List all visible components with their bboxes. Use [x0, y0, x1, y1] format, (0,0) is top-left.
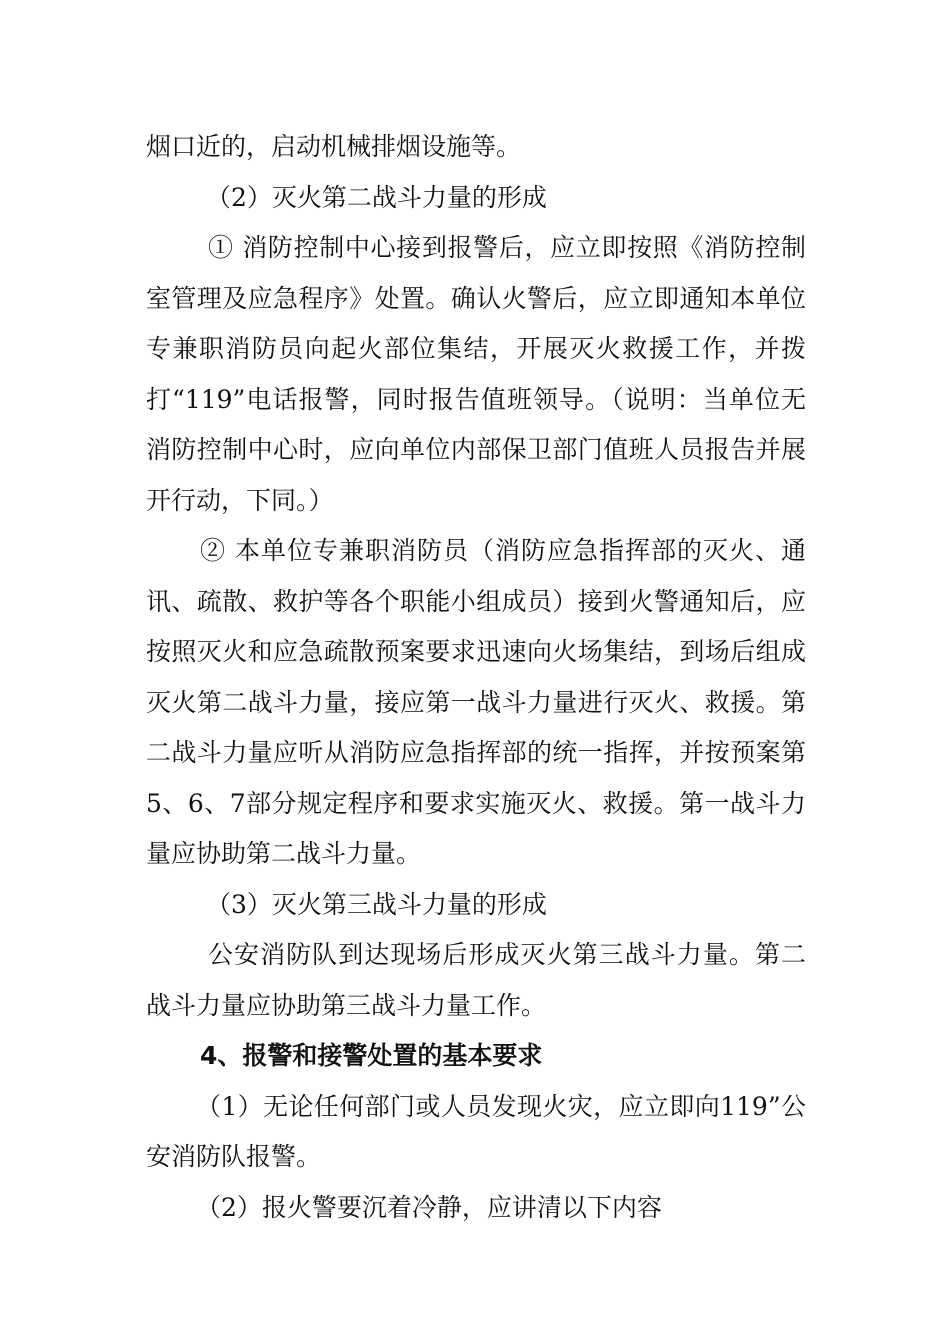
subheading-third-force: （3）灭火第三战斗力量的形成: [206, 889, 547, 919]
paragraph-item-2: ② 本单位专兼职消防员（消防应急指挥部的灭火、通讯、疏散、救护等各个职能小组成员）接到火警通知后，应按照灭火和应急疏散预案要求迅速向火场集结，到场后组成灭火第二战斗力量，接应第一战斗力量进行灭火、救援。第二战斗力量应听从消防应急指挥部的统一指挥，并按预案第5、6、7部分规定程序和要求实施灭火、救援。第一战斗力量应协助第二战斗力量。: [146, 536, 806, 868]
subheading-second-force: （2）灭火第二战斗力量的形成: [206, 182, 547, 212]
paragraph-item-1: ① 消防控制中心接到报警后，应立即按照《消防控制室管理及应急程序》处置。确认火警后，应立即通知本单位专兼职消防员向起火部位集结，开展灭火救援工作，并拨打“119”电话报警，同时报告值班领导。（说明：当单位无消防控制中心时，应向单位内部保卫部门值班人员报告并展开行动，下同。）: [146, 233, 806, 515]
paragraph-alarm-1: （1）无论任何部门或人员发现火灾，应立即向119”公安消防队报警。: [146, 1091, 806, 1171]
paragraph-alarm-2: （2）报火警要沉着冷静，应讲清以下内容: [196, 1192, 662, 1222]
paragraph-third-force: 公安消防队到达现场后形成灭火第三战斗力量。第二战斗力量应协助第三战斗力量工作。: [146, 940, 806, 1020]
document-body: [146, 122, 806, 1233]
paragraph-continuation: 烟口近的，启动机械排烟设施等。: [146, 132, 522, 161]
section-heading-alarm: 4、报警和接警处置的基本要求: [200, 1041, 543, 1070]
